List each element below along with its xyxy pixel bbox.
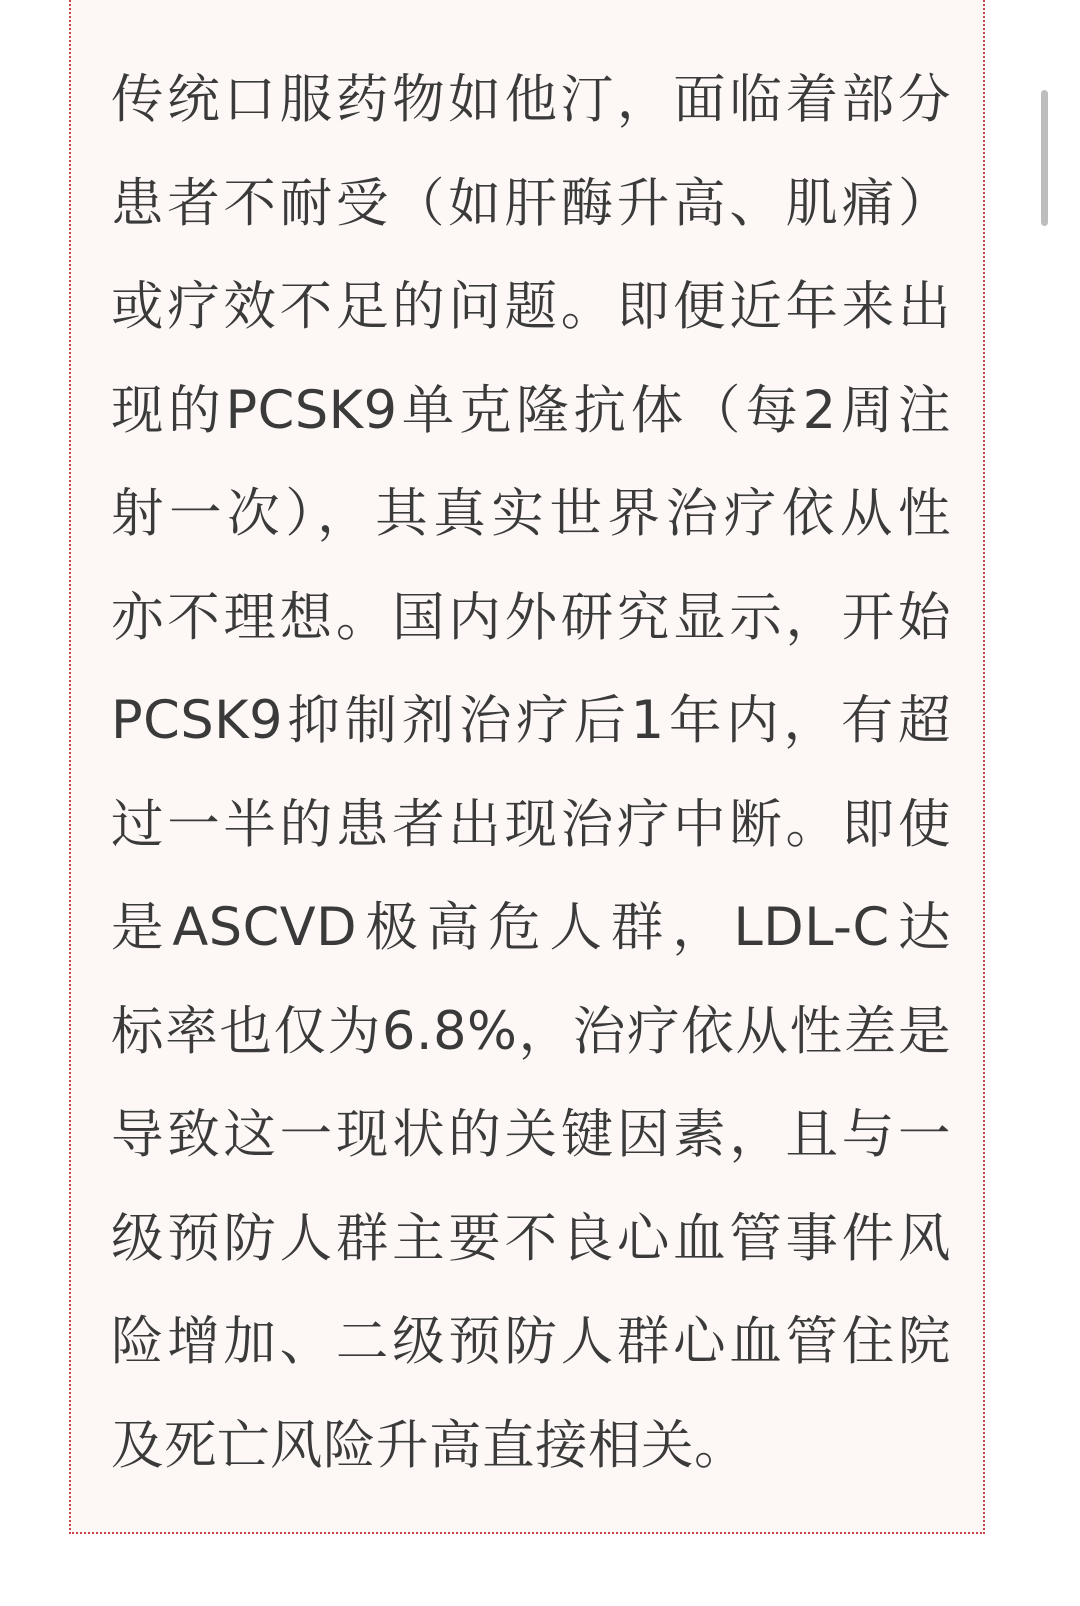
paragraph-line: 射一次），其真实世界治疗依从性 — [111, 483, 951, 544]
paragraph-line: 患者不耐受（如肝酶升高、肌痛） — [111, 172, 951, 234]
paragraph-line: 导致这一现状的关键因素，且与一 — [111, 1104, 951, 1165]
vertical-scrollbar[interactable] — [1041, 90, 1048, 226]
paragraph-line: 或疗效不足的问题。即便近年来出 — [111, 276, 951, 337]
paragraph-line: 及死亡风险升高直接相关。 — [111, 1414, 748, 1476]
article-paragraph — [111, 48, 951, 1497]
paragraph-line: 过一半的患者出现治疗中断。即使 — [111, 793, 951, 855]
paragraph-line: 是ASCVD极高危人群，LDL-C达 — [111, 897, 951, 958]
paragraph-line: 标率也仅为6.8%，治疗依从性差是 — [111, 1000, 951, 1062]
paragraph-line: 级预防人群主要不良心血管事件风 — [111, 1207, 951, 1269]
paragraph-line: 险增加、二级预防人群心血管住院 — [111, 1311, 951, 1372]
paragraph-line: PCSK9抑制剂治疗后1年内，有超 — [111, 690, 951, 751]
article-box — [69, 0, 985, 1534]
paragraph-line: 现的PCSK9单克隆抗体（每2周注 — [111, 379, 951, 441]
paragraph-line: 传统口服药物如他汀，面临着部分 — [111, 69, 951, 130]
paragraph-line: 亦不理想。国内外研究显示，开始 — [111, 586, 951, 648]
